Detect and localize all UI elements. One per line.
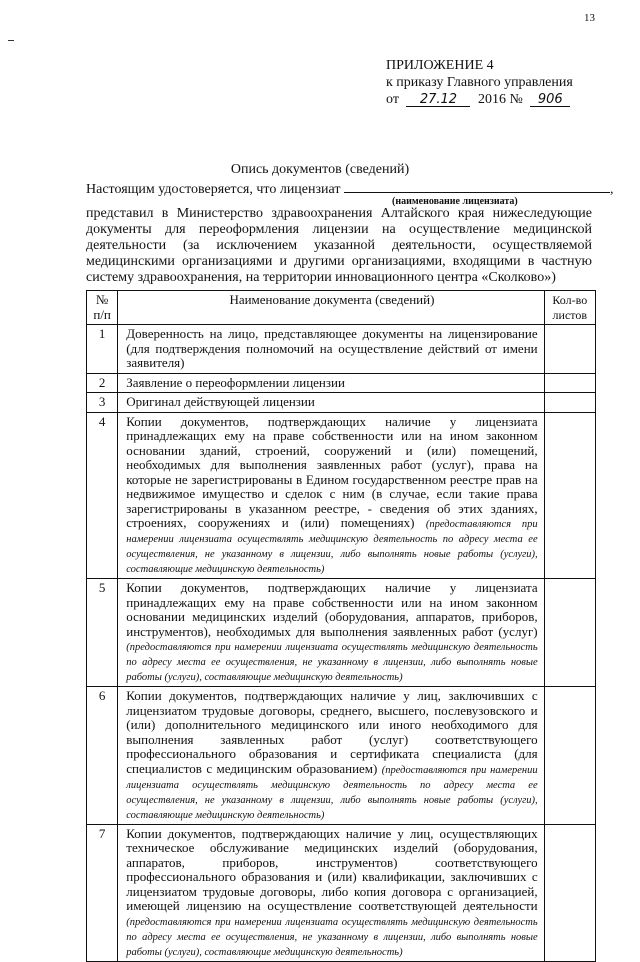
row-document-name — [118, 373, 544, 393]
row-text: Доверенность на лицо, представляющее документы на лицензирование (для подтверждения полномочий на осуществление действий от имени заявителя) — [126, 326, 538, 370]
handwritten-number: 906 — [530, 93, 570, 107]
documents-table — [86, 290, 596, 962]
licensee-blank-line — [344, 180, 610, 193]
row-text: Копии документов, подтверждающих наличие у лицензиата принадлежащих ему на праве собственности или на ином законном основании медицинских изделий (оборудования, аппаратов, приборов, инструментов), необходимых для выполнения заявленных работ (услуг) — [126, 580, 538, 639]
handwritten-date: 27.12 — [406, 93, 470, 107]
table-row — [87, 412, 596, 579]
row-text: Копии документов, подтверждающих наличие у лицензиата принадлежащих ему на праве собственности или на ином законном основании зданий, строений, сооружений и (или) помещений, необходимых для выполнения заявленных работ (услуг), права на которые не зарегистрированы в Едином государственном реестре прав на недвижимое имущество и сделок с ним (в случае, если такие права зарегистрированы в указанном реестре, - сведения об этих зданиях, строениях, сооружениях и (или) помещениях) — [126, 413, 538, 530]
appendix-block — [386, 57, 573, 108]
certify-line — [86, 180, 614, 198]
row-text: Оригинал действующей лицензии — [126, 394, 315, 409]
row-text: Копии документов, подтверждающих наличие у лиц, заключивших с лицензиатом трудовые договоры, среднего, высшего, послевузовского и (или) дополнительного медицинского или иного необходимого для выполнения заявленных работ (услуг) соответствующего профессионального образования и сертификата специалиста (для специалистов с медицинским образованием) — [126, 688, 538, 776]
row-number: 4 — [87, 412, 118, 579]
licensee-caption: (наименование лицензиата) — [392, 196, 518, 207]
certify-text: Настоящим удостоверяется, что лицензиат — [86, 182, 341, 197]
row-number: 1 — [87, 325, 118, 374]
row-number: 7 — [87, 824, 118, 961]
scan-mark — [8, 40, 14, 41]
header-count: Кол-во листов — [544, 291, 595, 325]
date-prefix: от — [386, 92, 399, 107]
row-count-cell[interactable] — [544, 393, 595, 413]
row-document-name — [118, 325, 544, 374]
row-document-name — [118, 412, 544, 579]
row-note: (предоставляются при намерении лицензиата осуществлять медицинскую деятельность по адресу места ее осуществления, не указанному в лицензии, либо выполнять новые работы (услуги), составляющие медицинскую деятельность) — [126, 642, 538, 683]
table-row — [87, 579, 596, 687]
row-text: Заявление о переоформлении лицензии — [126, 374, 345, 390]
table-header-row — [87, 291, 596, 325]
appendix-date-line — [386, 91, 573, 108]
header-name: Наименование документа (сведений) — [118, 291, 544, 325]
row-number: 3 — [87, 393, 118, 413]
row-count-cell[interactable] — [544, 687, 595, 825]
row-document-name — [118, 824, 544, 961]
row-note: (предоставляются при намерении лицензиата осуществлять медицинскую деятельность по адресу места ее осуществления, не указанному в лицензии, либо выполнять новые работы (услуги), составляющие медицинскую деятельность) — [126, 764, 538, 821]
row-note: (предоставляются при намерении лицензиата осуществлять медицинскую деятельность по адресу места ее осуществления, не указанному в лицензии, либо выполнять новые работы (услуги), составляющие медицинскую деятельность) — [126, 916, 538, 958]
table-row — [87, 687, 596, 825]
row-text: Копии документов, подтверждающих наличие у лиц, осуществляющих техническое обслуживание медицинских изделий (оборудования, аппаратов, приборов, инструментов) соответствующего профессионального образования и (или) квалификации, заключивших с лицензиатом трудовые договоры, либо копия договора с организацией, имеющей лицензию на осуществление соответствующей деятельности — [126, 825, 538, 913]
table-row — [87, 325, 596, 374]
row-document-name — [118, 579, 544, 687]
row-number: 6 — [87, 687, 118, 825]
year-text: 2016 № — [477, 92, 523, 107]
table-row — [87, 824, 596, 961]
table-row — [87, 373, 596, 393]
row-count-cell[interactable] — [544, 325, 595, 374]
table-row — [87, 393, 596, 413]
page-number: 13 — [584, 12, 595, 24]
table-body — [87, 325, 596, 962]
document-title: Опись документов (сведений) — [230, 162, 410, 177]
certify-comma: , — [610, 182, 614, 197]
row-document-name — [118, 393, 544, 413]
row-document-name — [118, 687, 544, 825]
row-count-cell[interactable] — [544, 824, 595, 961]
row-note: (предоставляются при намерении лицензиата осуществлять медицинскую деятельность по адресу места ее осуществления, не указанному в лицензии, либо выполнять новые работы (услуги), составляющие медицинскую деятельность) — [126, 519, 538, 575]
intro-paragraph: представил в Министерство здравоохранения Алтайского края нижеследующие документы для переоформления лицензии на осуществление медицинской деятельности (за исключением указанной деятельности, осуществляемой медицинскими организациями и другими организациями, входящими в частную систему здравоохранения, на территории инновационного центра «Сколково») — [86, 206, 592, 285]
header-no: № п/п — [87, 291, 118, 325]
row-count-cell[interactable] — [544, 373, 595, 393]
appendix-title: ПРИЛОЖЕНИЕ 4 — [386, 58, 494, 73]
row-count-cell[interactable] — [544, 412, 595, 579]
row-count-cell[interactable] — [544, 579, 595, 687]
appendix-order-line: к приказу Главного управления — [386, 75, 573, 90]
row-number: 5 — [87, 579, 118, 687]
row-number: 2 — [87, 373, 118, 393]
